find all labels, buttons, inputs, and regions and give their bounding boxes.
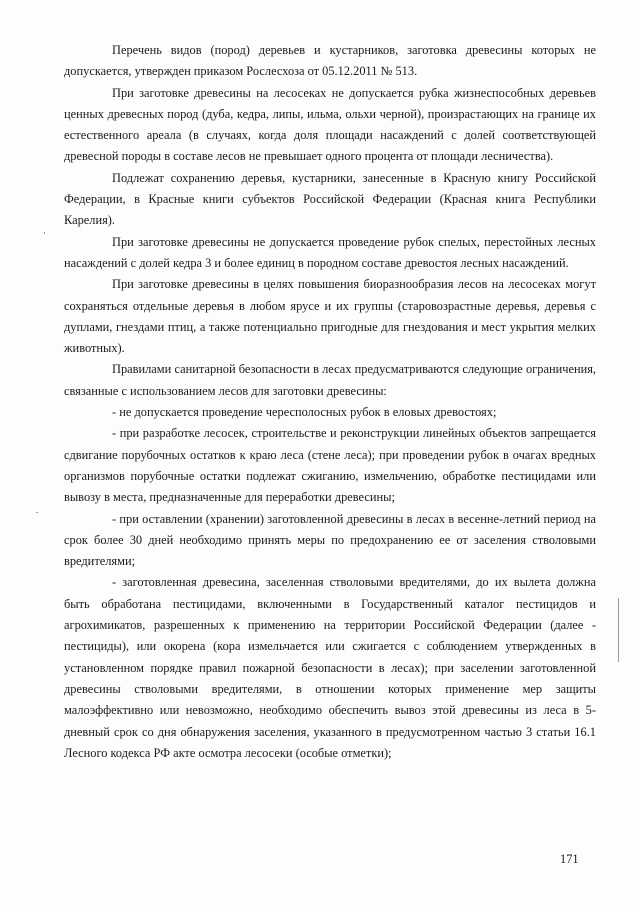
paragraph: При заготовке древесины не допускается проведение рубок спелых, перестойных лесных насаждений с долей кедра 3 и более единиц в породном составе древостоя лесных насаждений. [64, 234, 596, 270]
document-body [64, 40, 596, 764]
paragraph: При заготовке древесины на лесосеках не допускается рубка жизнеспособных деревьев ценных древесных пород (дуба, кедра, липы, ильма, ольхи черной), произрастающих на границе их естественного ареала (в случаях, когда доля площади насаждений с долей соответствующей древесной породы в составе лесов не превышает одного процента от площади лесничества). [64, 85, 596, 164]
page-number: 171 [560, 852, 579, 866]
paragraph: - при разработке лесосек, строительстве и реконструкции линейных объектов запрещается сдвигание порубочных остатков к краю леса (стене леса); при проведении рубок в очагах вредных организмов порубочные остатки подлежат сжиганию, измельчению, обработке пестицидами или вывозу в места, предназначенные для переработки древесины; [64, 426, 596, 505]
paragraph: - при оставлении (хранении) заготовленной древесины в лесах в весенне-летний период на срок более 30 дней необходимо принять меры по предохранению ее от заселения стволовыми вредителями; [64, 511, 596, 569]
paragraph: - не допускается проведение чересполосных рубок в еловых древостоях; [112, 405, 497, 420]
scan-mark [618, 598, 619, 662]
paragraph: Перечень видов (пород) деревьев и кустарников, заготовка древесины которых не допускается, утвержден приказом Рослесхоза от 05.12.2011 № 513. [64, 43, 596, 79]
paragraph: Подлежат сохранению деревья, кустарники, занесенные в Красную книгу Российской Федерации, в Красные книги субъектов Российской Федерации (Красная книга Республики Карелия). [64, 170, 596, 228]
paragraph: Правилами санитарной безопасности в лесах предусматриваются следующие ограничения, связанные с использованием лесов для заготовки древесины: [64, 362, 596, 398]
scan-mark [36, 512, 38, 513]
paragraph: При заготовке древесины в целях повышения биоразнообразия лесов на лесосеках могут сохраняться отдельные деревья в любом ярусе и их группы (старовозрастные деревья, деревья с дуплами, гнездами птиц, а также потенциально пригодные для гнездования и мест укрытия мелких животных). [64, 277, 596, 356]
scan-mark [44, 232, 45, 234]
paragraph: - заготовленная древесина, заселенная стволовыми вредителями, до их вылета должна быть обработана пестицидами, включенными в Государственный каталог пестицидов и агрохимикатов, разрешенных к применению на территории Российской Федерации (далее - пестициды), или окорена (кора измельчается или сжигается с соблюдением утвержденных в установленном порядке правил пожарной безопасности в лесах); при заселении заготовленной древесины стволовыми вредителями, в отношении которых применение мер защиты малоэффективно или невозможно, необходимо обеспечить вывоз этой древесины из леса в 5-дневный срок со дня обнаружения заселения, указанного в предусмотренном частью 3 статьи 16.1 Лесного кодекса РФ акте осмотра лесосеки (особые отметки); [64, 575, 596, 760]
